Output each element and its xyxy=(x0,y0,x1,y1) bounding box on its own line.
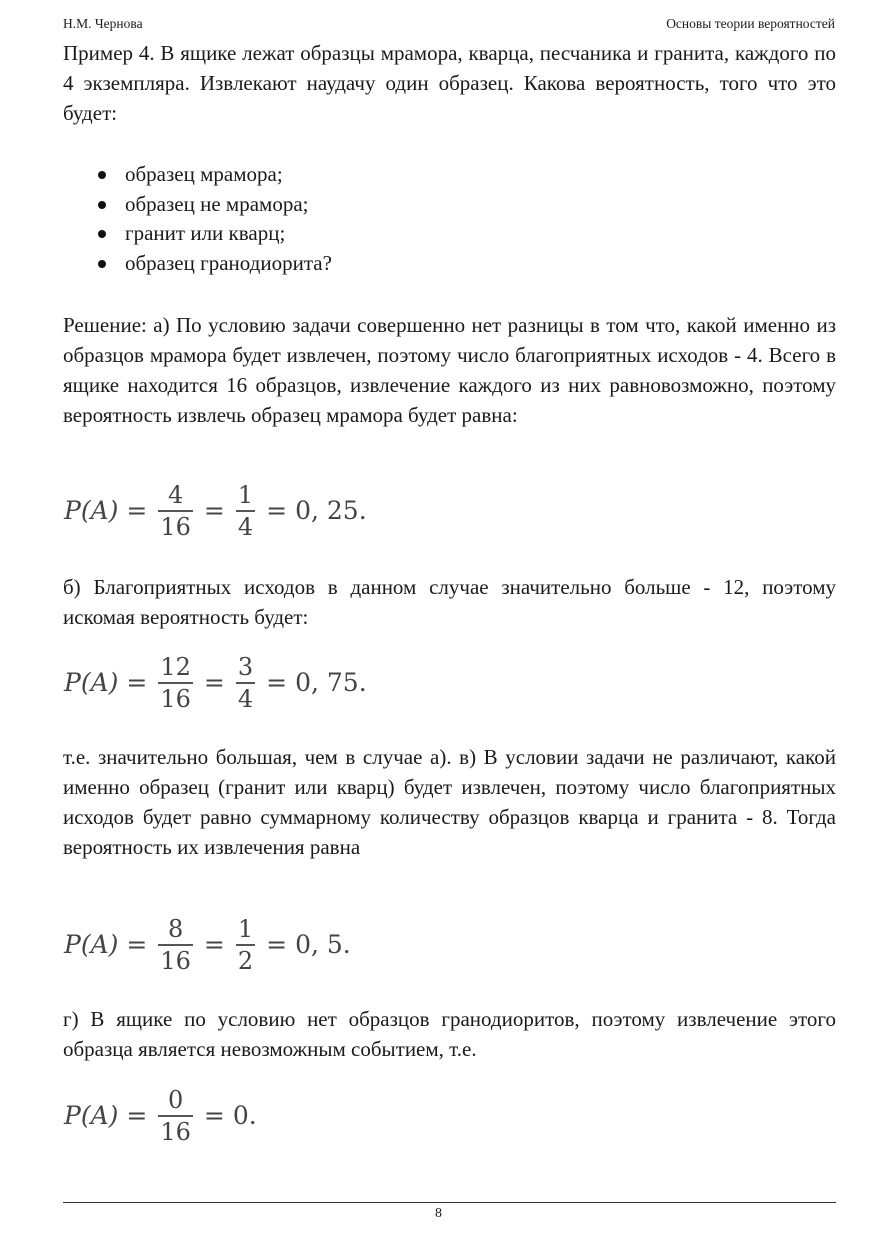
equals-sign: = xyxy=(266,496,288,526)
equals-sign: = xyxy=(266,930,288,960)
equals-sign: = xyxy=(203,496,225,526)
list-item xyxy=(63,219,332,249)
formula-result: 0, 75. xyxy=(295,668,367,698)
list-item-text: гранит или кварц; xyxy=(125,221,286,245)
formula-lhs: P(A) xyxy=(64,1101,119,1131)
formula-result: 0, 25. xyxy=(295,496,367,526)
equals-sign: = xyxy=(126,668,148,698)
fraction: $\frac{3}{4}$ xyxy=(237,653,254,713)
fraction: $\frac{4}{16}$ xyxy=(160,481,191,541)
page-header xyxy=(63,16,835,36)
header-title: Основы теории вероятностей xyxy=(666,16,835,31)
formula-result: 0. xyxy=(232,1101,257,1131)
list-item-text: образец гранодиорита? xyxy=(125,250,332,275)
formula-result: 0, 5. xyxy=(295,930,351,960)
options-list xyxy=(63,160,332,278)
formula-lhs: P(A) xyxy=(64,930,119,960)
list-item xyxy=(63,160,332,190)
fraction: $\frac{8}{16}$ xyxy=(160,915,191,975)
bullet-icon xyxy=(98,230,106,238)
equals-sign: = xyxy=(203,668,225,698)
bullet-icon xyxy=(98,171,106,179)
fraction: $\frac{0}{16}$ xyxy=(160,1086,191,1146)
example-text: Пример 4. В ящике лежат образцы мрамора, кварца, песчаника и гранита, каждого по 4 экземпляра. Извлекают наудачу один образец. Какова вероятность, того что это будет: xyxy=(63,41,836,125)
bullet-icon xyxy=(98,201,106,209)
formula-c xyxy=(64,915,351,975)
solution-a-text: Решение: а) По условию задачи совершенно нет разницы в том что, какой именно из образцов мрамора будет извлечен, поэтому число благоприятных исходов - 4. Всего в ящике находится 16 образцов, извлечение каждого из них равновозможно, поэтому вероятность извлечь образец мрамора будет равна: xyxy=(63,313,836,427)
equals-sign: = xyxy=(126,496,148,526)
solution-b-text: б) Благоприятных исходов в данном случае значительно больше - 12, поэтому искомая вероятность будет: xyxy=(63,575,836,629)
equals-sign: = xyxy=(266,668,288,698)
solution-c-text: т.е. значительно большая, чем в случае а). в) В условии задачи не различают, какой именно образец (гранит или кварц) будет извлечен, поэтому число благоприятных исходов будет равно суммарному количеству образцов кварца и гранита - 8. Тогда вероятность их извлечения равна xyxy=(63,745,836,859)
equals-sign: = xyxy=(203,1101,225,1131)
solution-d-text: г) В ящике по условию нет образцов гранодиоритов, поэтому извлечение этого образца является невозможным событием, т.е. xyxy=(63,1007,836,1061)
formula-lhs: P(A) xyxy=(64,668,119,698)
list-item-text: образец не мрамора; xyxy=(125,191,309,216)
equals-sign: = xyxy=(126,930,148,960)
header-author: Н.М. Чернова xyxy=(63,16,143,31)
equals-sign: = xyxy=(126,1101,148,1131)
list-item xyxy=(63,249,332,279)
formula-lhs: P(A) xyxy=(64,496,119,526)
fraction: $\frac{1}{4}$ xyxy=(237,481,254,541)
footer-divider xyxy=(63,1202,836,1203)
formula-b xyxy=(64,653,367,713)
formula-a xyxy=(64,481,367,541)
fraction: $\frac{1}{2}$ xyxy=(237,915,254,975)
bullet-icon xyxy=(98,260,106,268)
formula-d xyxy=(64,1086,257,1146)
list-item xyxy=(63,190,332,220)
equals-sign: = xyxy=(203,930,225,960)
page-number: 8 xyxy=(435,1206,442,1221)
list-item-text: образец мрамора; xyxy=(125,162,283,186)
fraction: $\frac{12}{16}$ xyxy=(160,653,191,713)
